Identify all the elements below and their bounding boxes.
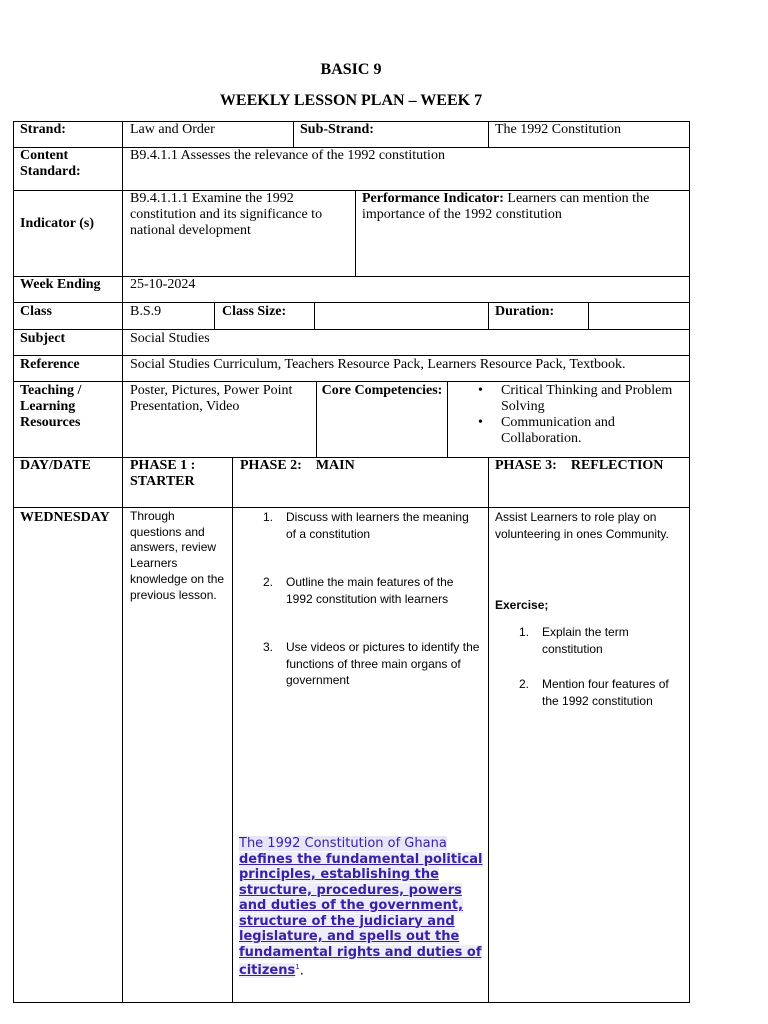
- day-date-header: DAY/DATE: [20, 458, 91, 473]
- table-line: [488, 121, 489, 147]
- table-line: [588, 302, 589, 329]
- table-line: [122, 121, 123, 1002]
- week-ending-label: Week Ending: [20, 277, 101, 292]
- table-line: [13, 381, 690, 382]
- performance-label: Performance Indicator:: [362, 191, 504, 206]
- day-value: WEDNESDAY: [20, 510, 110, 525]
- table-line: [13, 355, 690, 356]
- table-line: [316, 381, 317, 457]
- class-label: Class: [20, 304, 52, 319]
- table-line: [689, 121, 690, 1002]
- table-line: [232, 457, 233, 1002]
- indicator-value: B9.4.1.1.1 Examine the 1992 constitution and its significance to national development: [130, 191, 323, 238]
- core-competencies-list: [478, 383, 685, 447]
- resources-label: Teaching / Learning Resources: [20, 383, 82, 430]
- content-standard-value: B9.4.1.1 Assesses the relevance of the 1992 constitution: [130, 148, 445, 163]
- table-line: [314, 302, 315, 329]
- document-title: BASIC 9: [320, 61, 382, 78]
- constitution-quote: The 1992 Constitution of Ghana defines the fundamental political principles, establishing the structure, procedures, powers and duties of the government, structure of the judiciary and legislature, and spells out the fundamental rights and duties of citizens$^1$.: [239, 836, 483, 979]
- substrand-value: The 1992 Constitution: [495, 122, 621, 137]
- table-line: [13, 507, 690, 508]
- phase3-header: PHASE 3: REFLECTION: [495, 458, 664, 473]
- table-line: [355, 190, 356, 276]
- resources-value: Poster, Pictures, Power Point Presentation, Video: [130, 383, 293, 414]
- substrand-label: Sub-Strand:: [300, 122, 374, 137]
- phase2-header: PHASE 2: MAIN: [240, 458, 355, 473]
- exercise-label: Exercise;: [495, 598, 549, 612]
- content-standard-label: Content Standard:: [20, 148, 81, 179]
- table-line: [293, 121, 294, 147]
- class-value: B.S.9: [130, 304, 162, 319]
- reference-value: Social Studies Curriculum, Teachers Resource Pack, Learners Resource Pack, Textbook.: [130, 357, 626, 372]
- strand-label: Strand:: [20, 122, 66, 137]
- quote-link[interactable]: defines the fundamental political principles, establishing the structure, procedures, powers and duties of the government, structure of the judiciary and legislature, and spells out the fundamental rights and duties of citizens: [239, 851, 483, 979]
- performance-indicator: [362, 191, 684, 223]
- bullet-icon: •: [478, 383, 483, 398]
- starter-text: Through questions and answers, review Learners knowledge on the previous lesson.: [130, 509, 225, 602]
- phase1-header: PHASE 1 : STARTER: [130, 458, 196, 489]
- document-subtitle: WEEKLY LESSON PLAN – WEEK 7: [219, 92, 483, 109]
- table-line: [488, 302, 489, 329]
- performance-value: Learners can mention the importance of the 1992 constitution: [362, 191, 650, 222]
- table-line: [447, 381, 448, 457]
- exercise-list: [519, 624, 684, 709]
- class-size-label: Class Size:: [222, 304, 287, 319]
- list-item: • Critical Thinking and Problem Solving: [478, 383, 673, 414]
- list-item: 1. Discuss with learners the meaning of a constitution: [263, 510, 469, 541]
- table-line: [13, 1002, 690, 1003]
- core-competencies-label: Core Competencies:: [321, 383, 443, 398]
- strand-value: Law and Order: [130, 122, 215, 137]
- table-line: [214, 302, 215, 329]
- indicator-label: Indicator (s): [20, 216, 95, 231]
- table-line: [488, 457, 489, 1002]
- list-item: 3. Use videos or pictures to identify the functions of three main organs of government: [263, 640, 480, 687]
- table-line: [13, 329, 690, 330]
- subject-label: Subject: [20, 331, 66, 346]
- week-ending-value: 25-10-2024: [130, 277, 196, 292]
- bullet-icon: •: [478, 415, 483, 430]
- list-item: 2. Mention four features of the 1992 constitution: [519, 677, 669, 708]
- list-item: • Communication and Collaboration.: [478, 415, 615, 446]
- reflection-text: Assist Learners to role play on volunteering in ones Community.: [495, 510, 669, 541]
- table-line: [13, 121, 14, 1002]
- list-item: 2. Outline the main features of the 1992 constitution with learners: [263, 575, 454, 606]
- duration-label: Duration:: [495, 304, 555, 319]
- table-line: [13, 276, 690, 277]
- main-activities: [263, 509, 482, 689]
- reference-label: Reference: [20, 357, 80, 372]
- subject-value: Social Studies: [130, 331, 210, 346]
- list-item: 1. Explain the term constitution: [519, 625, 629, 656]
